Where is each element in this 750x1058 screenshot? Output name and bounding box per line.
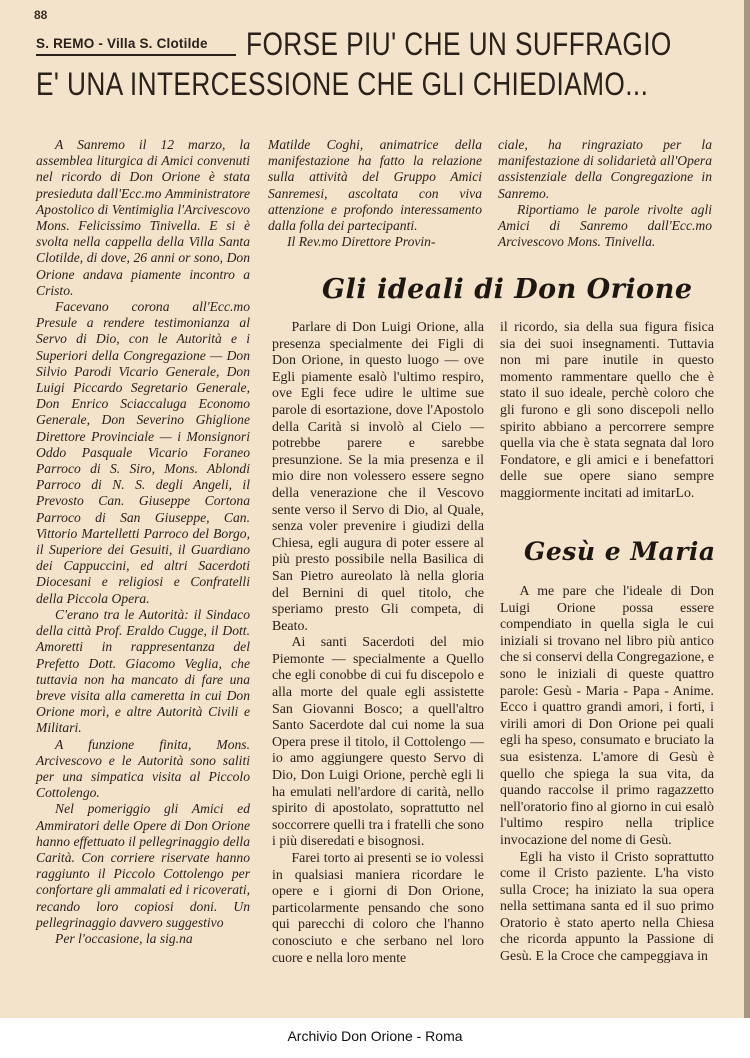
paragraph: Riportiamo le parole rivolte agli Amici di Sanremo dall'Ecc.mo Arcivescovo Mons. Tinivella. (498, 201, 712, 250)
column-2-intro (268, 137, 482, 250)
subheading-ideali: Gli ideali di Don Orione (322, 274, 693, 305)
column-1 (36, 137, 250, 947)
paragraph: Il Rev.mo Direttore Provin- (287, 234, 436, 250)
page-edge-shadow (744, 0, 750, 1018)
paragraph: il ricordo, sia della sua figura fisica sia dei suoi insegnamenti. Tuttavia non mi pare inutile in questo momento rammentare quello che è stato il suo ideale, perchè coloro che gli furono e gli sono discepoli nello spirito abbiano a percorrere sempre quella via che è stata segnata dal loro Fondatore, e gli amici e i benefattori delle sue opere siano sempre maggiormente incitati ad imitarLo. (500, 320, 714, 501)
headline-line-1: FORSE PIU' CHE UN SUFFRAGIO (246, 26, 672, 62)
column-3-intro (498, 137, 712, 250)
paragraph: Facevano corona all'Ecc.mo Presule a rendere testimonianza al Servo di Dio, con le Autorità e i Superiori della Congregazione — Don Silvio Parodi Vicario Generale, Don Luigi Piccardo Segretario Generale, Don Enrico Sciaccaluga Economo Generale, Don Severino Ghiglione Direttore Provinciale — i Monsignori Oddo Pasquale Vicario Foraneo Parroco di S. Siro, Mons. Ablondi Parroco di N. S. degli Angeli, il Prevosto Can. Giuseppe Cortona Parroco di San Giuseppe, Can. Vittorio Martelletti Parroco del Borgo, il Superiore dei Gesuiti, il Guardiano dei Cappuccini, ed altri Sacerdoti Diocesani e religiosi e Confratelli della Piccola Opera. (36, 299, 250, 606)
page-number: 88 (34, 8, 48, 22)
headline-line-2: E' UNA INTERCESSIONE CHE GLI CHIEDIAMO... (36, 66, 649, 102)
paragraph: A funzione finita, Mons. Arcivescovo e le Autorità sono saliti per una simpatica visita al Piccolo Cottolengo. (36, 736, 250, 801)
paragraph: C'erano tra le Autorità: il Sindaco della città Prof. Eraldo Cugge, il Dott. Amoretti in rappresentanza del Prefetto Dott. Giacomo Veglia, che tuttavia non ha mancato di fare una breve visita alla cameretta in cui Don Orione morì, e altre Autorità Civili e Militari. (36, 606, 250, 736)
paragraph: Parlare di Don Luigi Orione, alla presenza specialmente dei Figli di Don Orione, in questo luogo — ove Egli piamente esalò l'ultimo respiro, ove Egli fece udire le ultime sue parole di esortazione, dove l'Apostolo della Carità si involò al Cielo — potrebbe parere e sarebbe presunzione. Se la mia presenza e il mio dire non volessero essere segno della venerazione che il Vescovo sente verso il Servo di Dio, al Quale, senza voler prevenire i giudizi della Chiesa, egli augura di poter essere al più presto possibile nella Basilica di San Pietro aureolato là nella gloria del Bernini di quel titolo, che speriamo presto Gli competa, di Beato. (272, 320, 484, 634)
column-3-upper (500, 320, 714, 503)
subheading-gesu-maria: Gesù e Maria (524, 537, 716, 566)
paragraph: Farei torto ai presenti se io volessi in qualsiasi maniera ricordare le opere e i giorni di Don Orione, particolarmente pensando che sono qui parecchi di coloro che l'hanno conosciuto e che serbano nel loro cuore e nella loro mente (272, 851, 484, 966)
paragraph: Egli ha visto il Cristo soprattutto come il Cristo paziente. L'ha visto sulla Croce; ha iniziato la sua opera nella settimana santa ed il suo primo Oratorio è stato aperto nella Chiesa che ricorda appunto la Passione di Gesù. E la Croce che campeggiava in (500, 849, 714, 965)
paragraph: A Sanremo il 12 marzo, la assemblea liturgica di Amici convenuti nel ricordo di Don Orione è stata presieduta dall'Ecc.mo Amministratore Apostolico di Ventimiglia l'Arcivescovo Mons. Felicissimo Tinivella. E si è svolta nella cappella della Villa Santa Clotilde, di dove, 26 anni or sono, Don Orione andava piamente incontro a Cristo. (36, 137, 250, 298)
kicker: S. REMO - Villa S. Clotilde (36, 36, 208, 51)
paragraph: Ai santi Sacerdoti del mio Piemonte — specialmente a Quello che egli conobbe di cui fu discepolo e alla morte del quale egli assistette San Giovanni Bosco; a quell'altro Santo Sacerdote dal cui nome la sua Opera prese il titolo, il Cottolengo — io amo aggiungere questo Servo di Dio, Don Luigi Orione, perchè egli li ha emulati nell'ardore di carità, nello spirito di apostolato, soprattutto nel soccorrere quelli tra i fratelli che sono i più diseredati e bisognosi. (272, 635, 484, 850)
paragraph: Per l'occasione, la sig.na (55, 930, 193, 946)
paragraph: ciale, ha ringraziato per la manifestazione di solidarietà all'Opera assistenziale della Congregazione in Sanremo. (498, 137, 712, 201)
column-3-lower (500, 584, 714, 966)
paragraph: Matilde Coghi, animatrice della manifestazione ha fatto la relazione sulla attività del Gruppo Amici Sanremesi, ascoltata con viva attenzione e profondo interessamento dalla folla dei partecipanti. (268, 137, 482, 234)
column-2 (272, 320, 484, 967)
kicker-underline (36, 54, 236, 56)
archive-footer: Archivio Don Orione - Roma (287, 1028, 463, 1044)
paragraph: A me pare che l'ideale di Don Luigi Orione possa essere compendiato in quella sigla le cui iniziali si trovano nel libro più antico che si conservi della Congregazione, e sono le iniziali di queste quattro parole: Gesù - Maria - Papa - Anime. Ecco i quattro grandi amori, i forti, i virili amori di Don Orione pei quali egli ha speso, consumato e bruciato la sua esistenza. L'amore di Gesù è quello che spiega la sua vita, da quando raccolse il primo ragazzetto nell'oratorio fino al giorno in cui esalò l'ultimo respiro nella triplice invocazione del nome di Gesù. (500, 584, 714, 848)
paragraph: Nel pomeriggio gli Amici ed Ammiratori delle Opere di Don Orione hanno effettuato il pellegrinaggio della Carità. Con corriere riservate hanno raggiunto il Piccolo Cottolengo per confortare gli ammalati ed i ricoverati, recando loro copiosi doni. Un pellegrinaggio davvero suggestivo (36, 801, 250, 930)
